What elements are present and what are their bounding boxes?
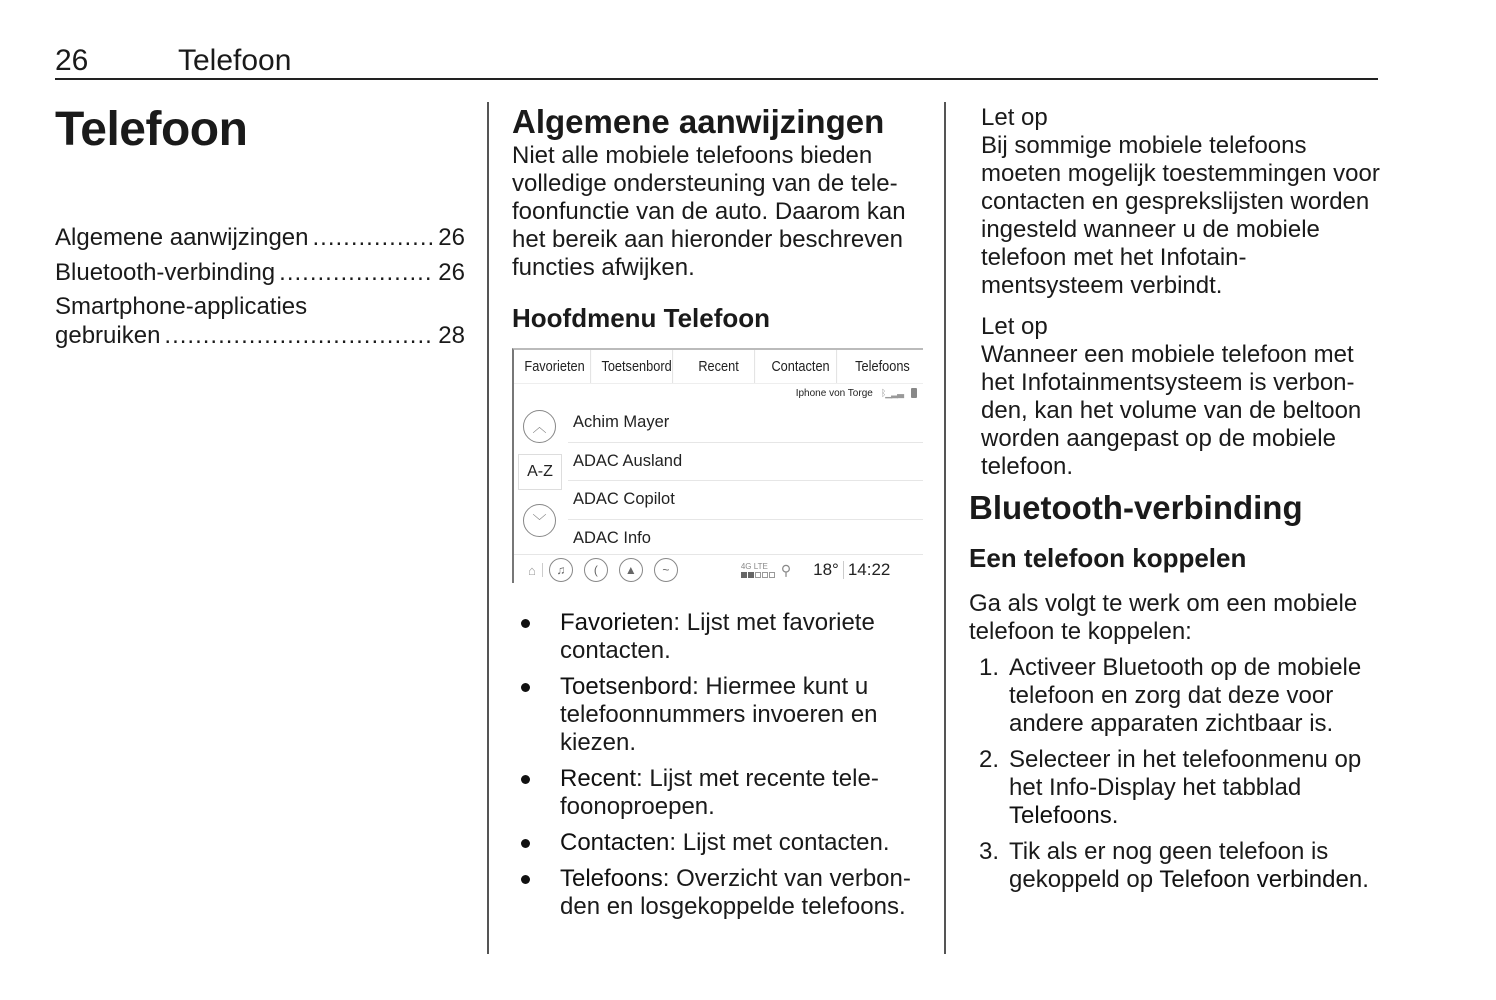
intro-paragraph xyxy=(512,142,927,282)
contact-row[interactable]: ADAC Ausland xyxy=(568,443,923,482)
description: : Lijst met favoriete contacten. xyxy=(560,609,875,664)
toc-entry-page: 26 xyxy=(438,224,465,251)
tab-description-list xyxy=(512,609,927,921)
toc-entry-title-line2: gebruiken xyxy=(55,321,161,349)
battery-icon xyxy=(911,388,917,398)
step-text: Selecteer in het telefoonmenu op het Info-Display het tabblad xyxy=(1009,746,1362,801)
tab-telefoons[interactable]: Telefoons xyxy=(855,359,910,375)
step-number: 2. xyxy=(979,746,1000,773)
note-label: Let op xyxy=(981,313,1048,340)
list-scroll-controls xyxy=(514,404,564,554)
running-section-title: Telefoon xyxy=(178,44,292,77)
list-item xyxy=(512,765,927,821)
step-number: 3. xyxy=(979,838,1000,865)
note-text: Wanneer een mobiele telefoon met het Infotainmentsysteem is verbon-den, kan het volume van de beltoon worden aangepast op de mobiele telefoon. xyxy=(981,341,1362,480)
tab-contacten[interactable]: Contacten xyxy=(765,350,837,383)
device-name: Iphone von Torge xyxy=(795,387,873,399)
clock: 14:22 xyxy=(847,560,891,579)
description: : Lijst met contacten. xyxy=(669,829,890,856)
phone-tab-bar xyxy=(514,350,923,384)
scroll-down-button[interactable] xyxy=(523,504,556,537)
term: Contacten xyxy=(560,829,670,856)
divider xyxy=(542,563,543,577)
tab-favorieten[interactable]: Favorieten xyxy=(519,350,591,383)
section-heading-bluetooth: Bluetooth-verbinding xyxy=(969,489,1303,526)
toc-entry-bluetooth-verbinding[interactable] xyxy=(55,259,465,288)
phone-icon[interactable]: ( xyxy=(584,558,608,582)
chevron-down-icon: ﹀ xyxy=(532,512,547,529)
toc-entry-smartphone-applicaties[interactable] xyxy=(55,293,465,350)
toc-entry-algemene-aanwijzingen[interactable] xyxy=(55,224,465,253)
step-text: Tik als er nog geen telefoon is gekoppeld op xyxy=(1009,838,1329,893)
seat-icon[interactable]: ~ xyxy=(654,558,678,582)
toc-entry-page: 26 xyxy=(438,258,465,286)
pairing-steps xyxy=(969,654,1384,894)
step-text-end: . xyxy=(1111,802,1119,829)
term: Favorieten xyxy=(560,609,674,636)
term: Telefoons xyxy=(560,865,663,892)
text-line: foonfunctie van de auto. Daarom kan xyxy=(512,198,906,225)
text-line: het bereik aan hieronder beschreven xyxy=(512,226,903,253)
navigation-arrow-icon[interactable]: ▲ xyxy=(619,558,643,582)
chapter-title: Telefoon xyxy=(55,103,248,156)
description: : Lijst met recente tele-foonoproepen. xyxy=(560,765,879,820)
description: : Hiermee kunt u telefoonnummers invoeren en kiezen. xyxy=(560,673,878,756)
toc-leader-dots xyxy=(164,322,434,351)
chevron-up-icon: ︿ xyxy=(532,418,547,435)
contact-row[interactable]: ADAC Copilot xyxy=(568,481,923,520)
step-keyword: Telefoon verbinden xyxy=(1159,866,1363,893)
column-1 xyxy=(55,100,465,356)
device-status-line xyxy=(514,384,923,402)
home-icon[interactable]: ⌂ xyxy=(528,562,536,578)
network-label: 4G LTE xyxy=(740,561,768,571)
location-pin-icon: ⚲ xyxy=(780,561,792,578)
step-text: Activeer Bluetooth op de mobiele telefoon en zorg dat deze voor andere apparaten zichtbaar is. xyxy=(1009,654,1362,737)
column-3-lower xyxy=(969,488,1384,902)
list-item xyxy=(512,865,927,921)
contact-list xyxy=(514,404,923,554)
step-item xyxy=(969,838,1384,894)
divider xyxy=(843,561,844,579)
term: Toetsenbord xyxy=(560,673,693,700)
bluetooth-signal-icon: ᛒ▁▂▃ xyxy=(880,387,903,398)
column-3 xyxy=(981,100,1381,494)
list-item xyxy=(512,673,927,757)
phone-menu-screenshot xyxy=(512,348,923,583)
text-line: functies afwijken. xyxy=(512,254,695,281)
page-number: 26 xyxy=(55,44,89,77)
contact-row[interactable]: ADAC Info xyxy=(573,528,651,547)
note-block xyxy=(981,104,1381,300)
step-keyword: Telefoons xyxy=(1009,802,1112,829)
temperature: 18° xyxy=(813,560,839,579)
subheading-koppelen: Een telefoon koppelen xyxy=(969,543,1247,573)
note-block xyxy=(981,313,1381,481)
term: Recent xyxy=(560,765,637,792)
note-text: Bij sommige mobiele telefoons moeten mogelijk toestemmingen voor contacten en gesprekslijsten worden ingesteld wanneer u de mobiele telefoon met het Infotain-mentsysteem verbindt. xyxy=(981,132,1380,299)
running-header xyxy=(55,44,1378,80)
table-of-contents xyxy=(55,224,465,350)
toc-leader-dots xyxy=(279,259,434,288)
subheading-hoofdmenu: Hoofdmenu Telefoon xyxy=(512,303,771,333)
toc-entry-page: 28 xyxy=(438,321,465,349)
description: : Overzicht van verbon-den en losgekoppelde telefoons. xyxy=(560,865,911,920)
column-divider xyxy=(487,102,489,954)
step-item xyxy=(969,654,1384,738)
signal-bars-icon xyxy=(741,572,775,578)
section-heading-algemene: Algemene aanwijzingen xyxy=(512,103,885,140)
note-label: Let op xyxy=(981,104,1048,131)
pairing-intro: Ga als volgt te werk om een mobiele telefoon te koppelen: xyxy=(969,590,1358,645)
toc-entry-title: Bluetooth-verbinding xyxy=(55,258,276,286)
music-note-icon[interactable]: ♫ xyxy=(549,558,573,582)
tab-toetsenbord[interactable]: Toetsenbord xyxy=(601,350,673,383)
text-line: Niet alle mobiele telefoons bieden xyxy=(512,142,873,169)
column-2 xyxy=(512,100,927,929)
list-item xyxy=(512,829,927,857)
list-item xyxy=(512,609,927,665)
step-item xyxy=(969,746,1384,830)
contact-row[interactable]: Achim Mayer xyxy=(568,404,923,443)
scroll-up-button[interactable] xyxy=(523,410,556,443)
toc-entry-title-line1: Smartphone-applicaties xyxy=(55,293,308,320)
step-text-end: . xyxy=(1362,866,1369,893)
infotainment-bottom-bar xyxy=(514,554,923,585)
text-line: volledige ondersteuning van de tele- xyxy=(512,170,898,197)
column-divider xyxy=(944,102,946,954)
tab-recent[interactable]: Recent xyxy=(683,350,755,383)
network-indicator xyxy=(741,563,775,578)
az-index-button[interactable]: A-Z xyxy=(518,454,562,490)
toc-leader-dots xyxy=(313,224,435,253)
toc-entry-title: Algemene aanwijzingen xyxy=(55,224,309,251)
step-number: 1. xyxy=(979,654,1000,681)
